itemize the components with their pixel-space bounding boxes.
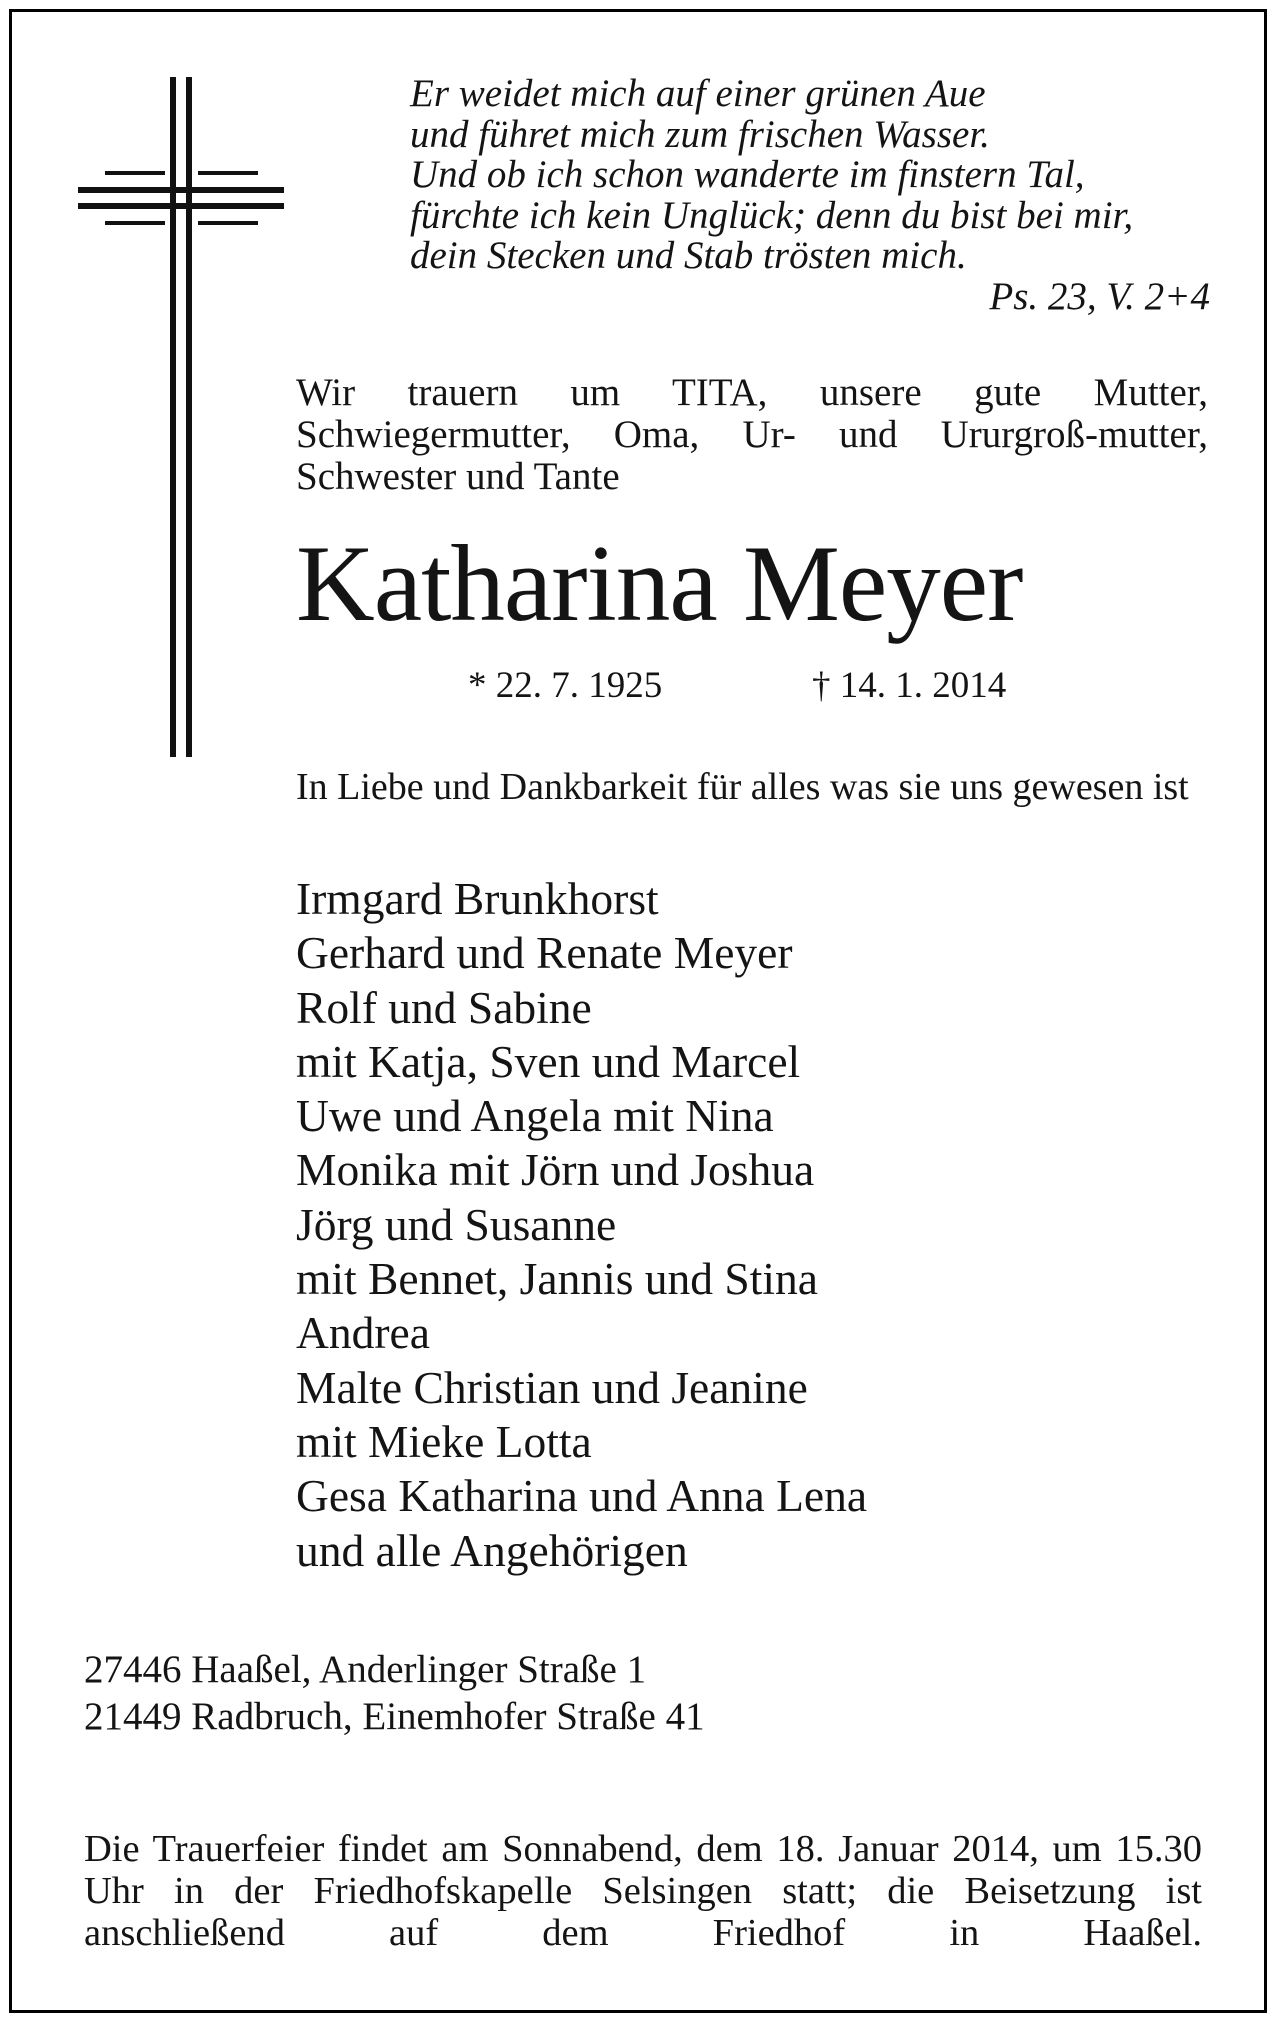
thanks-line: In Liebe und Dankbarkeit für alles was sie uns gewesen ist [296, 766, 1189, 808]
mourner-entry: Rolf und Sabine [296, 981, 592, 1033]
mourner-entry: Malte Christian und Jeanine [296, 1361, 808, 1413]
psalm-reference: Ps. 23, V. 2+4 [989, 274, 1210, 318]
mourner-entry: mit Bennet, Jannis und Stina [296, 1253, 818, 1305]
psalm-line: Er weidet mich auf einer grünen Aue [410, 72, 986, 115]
mourner-entry: Monika mit Jörn und Joshua [296, 1144, 815, 1196]
obituary-notice [9, 9, 1267, 2013]
mourner-entry: Uwe und Angela mit Nina [296, 1090, 774, 1142]
mourner-list [296, 872, 1196, 1578]
deceased-name: Katharina Meyer [296, 523, 1023, 644]
mourner-entry: und alle Angehörigen [296, 1524, 688, 1576]
mourner-entry: mit Mieke Lotta [296, 1415, 592, 1467]
mourner-entry: Gerhard und Renate Meyer [296, 927, 793, 979]
mourner-entry: Andrea [296, 1307, 430, 1359]
mourner-entry: Jörg und Susanne [296, 1198, 617, 1250]
mourner-entry: Irmgard Brunkhorst [296, 873, 659, 924]
address-line: 27446 Haaßel, Anderlinger Straße 1 [84, 1648, 647, 1691]
address-block [84, 1646, 984, 1740]
death-date: † 14. 1. 2014 [812, 665, 1007, 706]
psalm-line: und führet mich zum frischen Wasser. [410, 112, 990, 156]
funeral-service-info: Die Trauerfeier findet am Sonnabend, dem 18. Januar 2014, um 15.30 Uhr in der Friedhofskapelle Selsingen statt; die Beisetzung ist anschließend auf dem Friedhof in Haaßel. [84, 1828, 1202, 1954]
cross-icon [70, 67, 290, 767]
mourner-entry: mit Katja, Sven und Marcel [296, 1035, 801, 1087]
birth-date: * 22. 7. 1925 [468, 665, 663, 706]
psalm-line: dein Stecken und Stab trösten mich. [410, 234, 967, 277]
psalm-line: fürchte ich kein Unglück; denn du bist bei mir, [410, 193, 1134, 237]
mourner-entry: Gesa Katharina und Anna Lena [296, 1470, 868, 1522]
mourning-intro: Wir trauern um TITA, unsere gute Mutter, Schwiegermutter, Oma, Ur- und Ururgroß-mutter, Schwester und Tante [296, 371, 1208, 498]
psalm-quote [410, 74, 1210, 317]
psalm-line: Und ob ich schon wanderte im finstern Tal, [410, 153, 1085, 196]
address-line: 21449 Radbruch, Einemhofer Straße 41 [84, 1695, 705, 1738]
